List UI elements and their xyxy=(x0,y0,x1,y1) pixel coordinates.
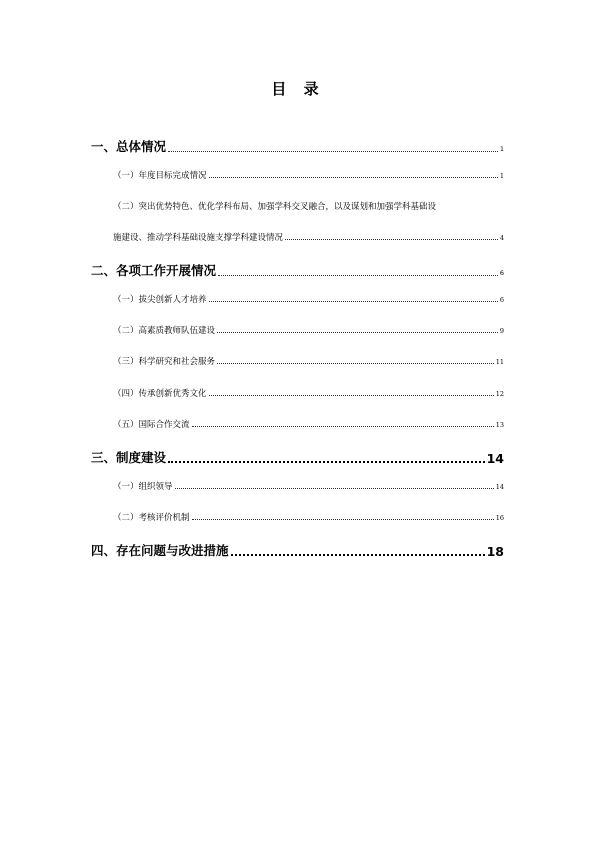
dot-leader xyxy=(168,461,485,463)
toc-entry-section-3[interactable] xyxy=(91,448,504,466)
toc-entry-section-1-2-line1[interactable]: （二）突出优势特色、优化学科布局、加强学科交叉融合，以及谋划和加强学科基础设 xyxy=(113,202,437,212)
dot-leader xyxy=(209,177,498,178)
toc-page-number: 18 xyxy=(486,544,504,559)
toc-entry-section-2-4[interactable] xyxy=(113,387,504,399)
toc-entry-label: （二）考核评价机制 xyxy=(113,513,190,523)
toc-entry-section-1[interactable] xyxy=(91,137,504,155)
toc-page-number: 9 xyxy=(499,327,504,335)
toc-page-number: 12 xyxy=(495,390,504,398)
toc-page-number: 1 xyxy=(499,172,504,180)
toc-entry-label: 二、各项工作开展情况 xyxy=(91,263,217,278)
toc-page-number: 6 xyxy=(499,296,504,304)
toc-page-number: 14 xyxy=(495,483,504,491)
dot-leader xyxy=(217,363,494,364)
dot-leader xyxy=(209,395,494,396)
dot-leader xyxy=(231,554,485,556)
toc-entry-section-2-5[interactable] xyxy=(113,418,504,430)
toc-entry-label: （四）传承创新优秀文化 xyxy=(113,389,207,399)
toc-entry-label: 施建设、推动学科基础设施支撑学科建设情况 xyxy=(113,233,284,243)
toc-entry-label: （一）年度目标完成情况 xyxy=(113,171,207,181)
toc-entry-section-1-2[interactable] xyxy=(113,231,504,243)
toc-title: 目 录 xyxy=(271,80,325,98)
toc-page-number: 6 xyxy=(499,269,504,277)
toc-entry-section-4[interactable] xyxy=(91,541,504,559)
toc-entry-section-3-2[interactable] xyxy=(113,511,504,523)
toc-page-number: 13 xyxy=(495,421,504,429)
toc-entry-section-2-1[interactable] xyxy=(113,293,504,305)
toc-page-number: 1 xyxy=(499,145,504,153)
toc-page-number: 16 xyxy=(495,514,504,522)
toc-entry-section-2[interactable] xyxy=(91,261,504,279)
toc-entry-label: （三）科学研究和社会服务 xyxy=(113,357,216,367)
toc-entry-label: （一）组织领导 xyxy=(113,482,173,492)
toc-page-number: 11 xyxy=(495,358,504,366)
toc-page-number: 4 xyxy=(499,234,504,242)
toc-entry-label: （二）高素质教师队伍建设 xyxy=(113,326,216,336)
toc-page-number: 14 xyxy=(486,451,504,466)
dot-leader xyxy=(285,239,498,240)
dot-leader xyxy=(192,519,494,520)
dot-leader xyxy=(168,151,498,152)
dot-leader xyxy=(192,426,494,427)
dot-leader xyxy=(209,301,498,302)
dot-leader xyxy=(217,332,498,333)
toc-entry-label: 四、存在问题与改进措施 xyxy=(91,543,229,558)
toc-entry-section-2-3[interactable] xyxy=(113,355,504,367)
toc-entry-section-1-1[interactable] xyxy=(113,169,504,181)
dot-leader xyxy=(175,488,494,489)
dot-leader xyxy=(218,275,498,276)
toc-entry-label: （五）国际合作交流 xyxy=(113,420,190,430)
toc-entry-section-2-2[interactable] xyxy=(113,324,504,336)
toc-entry-label: 一、总体情况 xyxy=(91,139,167,154)
toc-entry-label: 三、制度建设 xyxy=(91,450,167,465)
toc-entry-label: （一）拔尖创新人才培养 xyxy=(113,295,207,305)
toc-entry-section-3-1[interactable] xyxy=(113,480,504,492)
